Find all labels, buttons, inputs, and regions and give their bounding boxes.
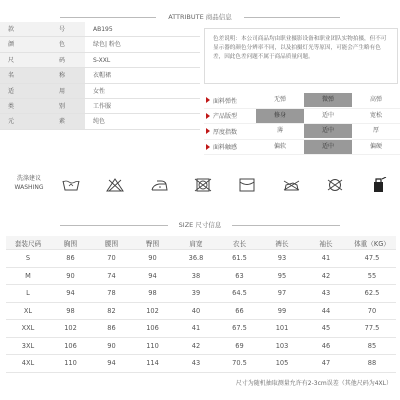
attribute-key	[0, 37, 85, 51]
size-cell: 90	[66, 271, 75, 280]
size-cell: 70.5	[232, 359, 247, 368]
attribute-row	[0, 114, 200, 129]
size-cell: 46	[321, 341, 331, 350]
size-column-header: 袖长	[319, 239, 333, 248]
hand-wash-icon	[60, 177, 82, 193]
flat-dry-icon	[280, 177, 302, 193]
size-cell: 98	[148, 289, 157, 298]
size-header	[0, 218, 400, 232]
attribute-value: 绿色| 粉色	[93, 41, 121, 49]
attribute-key-part: 名	[8, 72, 15, 80]
size-table-row	[6, 268, 396, 286]
size-cell: 39	[191, 289, 201, 298]
size-cell: 90	[148, 254, 157, 263]
size-table-row	[6, 250, 396, 268]
size-cell: XXL	[21, 324, 35, 333]
rating-label-text: 厚度指数	[213, 128, 238, 136]
size-cell: 93	[277, 254, 287, 263]
size-cell: 55	[367, 271, 377, 280]
attribute-key	[0, 22, 85, 36]
size-cell: 86	[107, 324, 116, 333]
size-cell: L	[26, 289, 30, 298]
attribute-value: 女性	[93, 87, 106, 95]
attribute-value: S-XXL	[93, 56, 111, 64]
size-cell: 41	[321, 254, 331, 263]
size-table-row	[6, 303, 396, 321]
size-cell: 106	[64, 341, 77, 350]
size-cell: 64.5	[232, 289, 247, 298]
rating-option: 偏软	[273, 142, 286, 150]
attribute-key-part: 适	[8, 87, 15, 95]
size-cell: 97	[277, 289, 287, 298]
size-table-row	[6, 355, 396, 373]
rating-option-selected: 微弹	[304, 93, 352, 107]
attribute-key-part: 用	[58, 87, 65, 95]
attribute-key-part: 号	[58, 26, 65, 33]
size-cell: 69	[235, 341, 244, 350]
size-column-header: 衣长	[232, 239, 247, 248]
size-cell: 94	[148, 271, 157, 280]
size-cell: 110	[146, 341, 159, 350]
size-cell: S	[25, 254, 31, 263]
size-cell: 95	[277, 271, 287, 280]
attribute-row	[0, 99, 200, 114]
attribute-key-part: 元	[8, 118, 15, 126]
attribute-row	[0, 53, 200, 68]
size-cell: M	[25, 271, 31, 280]
attribute-row	[0, 84, 200, 99]
size-cell: 78	[107, 289, 116, 298]
rating-row	[204, 140, 400, 156]
size-table-row	[6, 338, 396, 356]
size-cell: 102	[64, 324, 77, 333]
size-cell: 4XL	[21, 359, 35, 368]
size-cell: 44	[321, 306, 331, 315]
attribute-key-part: 称	[58, 72, 65, 80]
size-column-header: 胸围	[63, 239, 78, 248]
rating-table	[204, 93, 400, 155]
rating-option-selected: 修身	[256, 109, 304, 123]
size-column-header: 体重（KG）	[354, 239, 390, 248]
size-footnote: 尺寸为随机抽取测量允许有2-3cm误差（其他尺码为4XL）	[235, 380, 392, 387]
wash-label	[4, 174, 54, 192]
size-cell: 99	[277, 306, 287, 315]
attribute-value: 纯色	[93, 118, 106, 126]
size-cell: 45	[321, 324, 331, 333]
size-cell: 43	[191, 359, 201, 368]
size-cell: 42	[191, 341, 201, 350]
size-cell: 61.5	[232, 254, 247, 263]
size-cell: 38	[191, 271, 201, 280]
size-cell: 86	[66, 254, 75, 263]
size-cell: 82	[107, 306, 116, 315]
attribute-key-part: 尺	[8, 56, 15, 64]
attribute-key	[0, 84, 85, 98]
triangle-marker-icon	[206, 144, 210, 150]
size-cell: 63	[235, 271, 244, 280]
attribute-value: AB195	[93, 26, 113, 33]
size-cell: 90	[107, 341, 116, 350]
rating-option: 薄	[276, 127, 283, 135]
size-cell: 88	[367, 359, 377, 368]
triangle-marker-icon	[206, 113, 210, 119]
rating-label	[204, 142, 256, 151]
attribute-key	[0, 53, 85, 67]
size-cell: 47	[321, 359, 331, 368]
size-cell: 77.5	[364, 324, 380, 333]
color-note: 色差说明：本公司商品均由职业摄影设备和职业团队实物拍摄，但不可显示器的颜色分辨率不同，以及拍摄灯光等原因，可能会产生略有色差，因此色差问题不属于商品质量问题。	[204, 28, 398, 84]
size-table-header	[6, 236, 396, 250]
attribute-key-part: 类	[8, 102, 15, 110]
size-cell: 67.5	[232, 324, 247, 333]
size-cell: 42	[321, 271, 331, 280]
attribute-key-part: 款	[8, 26, 15, 33]
size-cell: 103	[275, 341, 289, 350]
hang-dry-icon	[236, 177, 258, 193]
size-column-header: 裤长	[275, 239, 289, 248]
triangle-marker-icon	[206, 97, 210, 103]
attribute-row	[0, 37, 200, 52]
size-cell: 47.5	[364, 254, 380, 263]
rating-option-selected: 适中	[304, 124, 352, 138]
rating-option: 高弹	[369, 96, 382, 104]
rating-label	[204, 127, 256, 136]
rating-label	[204, 96, 256, 105]
attribute-value: 工作服	[93, 102, 112, 110]
size-cell: 74	[107, 271, 116, 280]
rating-option-selected: 适中	[304, 140, 352, 154]
size-cell: 98	[66, 306, 75, 315]
attribute-value: 衣帽裙	[93, 72, 112, 80]
size-table	[6, 236, 396, 373]
attribute-row	[0, 68, 200, 83]
attribute-key	[0, 68, 85, 82]
size-cell: 66	[235, 306, 244, 315]
size-cell: 106	[146, 324, 159, 333]
size-column-header: 腰围	[104, 239, 119, 248]
size-column-header: 套装尺码	[14, 239, 42, 248]
size-cell: 94	[107, 359, 116, 368]
attribute-key	[0, 114, 85, 128]
rating-option: 宽松	[369, 111, 382, 119]
size-table-row	[6, 320, 396, 338]
size-cell: 70	[367, 306, 377, 315]
size-cell: 43	[321, 289, 331, 298]
attribute-key-part: 码	[58, 56, 65, 64]
attribute-table	[0, 22, 200, 130]
size-header-text: SIZE 尺寸信息	[178, 221, 222, 229]
rating-option: 厚	[372, 127, 379, 135]
do-not-dry-clean-icon	[324, 177, 346, 193]
rating-option: 适中	[321, 111, 334, 119]
attribute-key-part: 别	[58, 102, 65, 110]
size-cell: 114	[146, 359, 159, 368]
size-cell: 85	[367, 341, 377, 350]
rating-label-text: 面料触感	[213, 144, 238, 152]
size-cell: 41	[191, 324, 201, 333]
rating-label	[204, 111, 256, 120]
rating-option: 无弹	[273, 96, 286, 104]
size-cell: 70	[107, 254, 116, 263]
size-cell: 3XL	[21, 341, 35, 350]
size-cell: 110	[64, 359, 77, 368]
no-bleach-icon	[104, 177, 126, 193]
do-not-tumble-dry-icon	[192, 177, 214, 193]
size-cell: XL	[23, 306, 33, 315]
rating-row	[204, 109, 400, 125]
attribute-key-part: 素	[58, 118, 65, 126]
rating-label-text: 面料弹性	[213, 97, 238, 105]
size-cell: 62.5	[364, 289, 380, 298]
size-cell: 40	[191, 306, 201, 315]
wash-icons	[60, 176, 390, 194]
size-cell: 94	[66, 289, 75, 298]
size-column-header: 臀围	[145, 239, 160, 248]
size-column-header: 肩宽	[189, 239, 203, 248]
wash-label-en: WASHING	[14, 184, 44, 191]
rating-label-text: 产品版型	[213, 113, 238, 121]
size-cell: 102	[146, 306, 159, 315]
attribute-key	[0, 99, 85, 113]
rating-option: 偏硬	[369, 142, 382, 150]
size-cell: 36.8	[188, 254, 204, 263]
rating-row	[204, 93, 400, 109]
dry-clean-icon	[368, 177, 390, 193]
attribute-header-text: ATTRIBUTE 商品信息	[168, 13, 232, 21]
attribute-key-part: 颜	[8, 41, 15, 49]
rating-row	[204, 124, 400, 140]
iron-icon	[148, 177, 170, 193]
size-table-row	[6, 285, 396, 303]
size-cell: 105	[275, 359, 289, 368]
attribute-key-part: 色	[58, 41, 65, 49]
triangle-marker-icon	[206, 128, 210, 134]
size-cell: 101	[275, 324, 289, 333]
attribute-row	[0, 22, 200, 37]
wash-label-cn: 洗涤建议	[16, 175, 41, 182]
